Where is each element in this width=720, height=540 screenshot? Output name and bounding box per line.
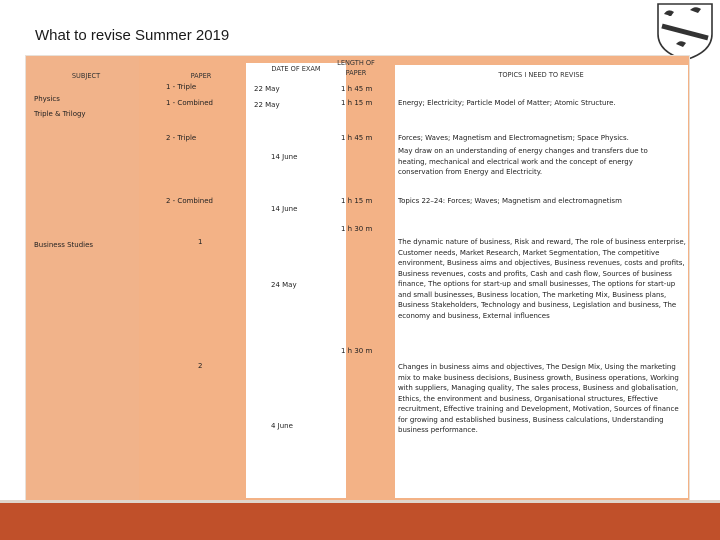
topics-row-6: Changes in business aims and objectives, The Design Mix, Using the marketing mix to make business decisions, Business growth, Business operations, Working with suppliers, Managing quality, The sales process, Business and globalisation, Ethics, the environment and business, Organisational structures, Effective recruitment, Effective training and Development, Motivation, Sources of finance for growing and established business, Business calculations, Understanding business performance. [398,363,679,434]
page-title: What to revise Summer 2019 [35,27,230,44]
date-row-1: 22 May [254,85,280,93]
topics-row-2: Energy; Electricity; Particle Model of Matter; Atomic Structure. [398,99,616,107]
date-row-5: 24 May [271,281,297,289]
topics-row-5: The dynamic nature of business, Risk and reward, The role of business enterprise, Customer needs, Market Research, Market Segmentation, The competitive environment, Business aims and objectives, Business revenues, costs and profits, Business revenues, costs and profits, Cash and cash flow, Sources of business finance, The options for start-up and small businesses, The options for start-up and small businesses, Business location, The marketing Mix, Business plans, Business Stakeholders, Technology and business, Legislation and business, The economy and business, External influences [398,238,686,320]
subject-column [26,56,139,504]
subject-business: Business Studies [34,241,94,249]
footer-bar [0,503,720,540]
date-row-2: 22 May [254,101,280,109]
date-row-4: 14 June [271,205,298,213]
subject-physics-sub: Triple & Trilogy [34,110,86,118]
subject-physics: Physics [34,95,60,103]
header-date: DATE OF EXAM [271,65,321,73]
revision-table [25,55,690,503]
header-topics: TOPICS I NEED TO REVISE [498,71,584,79]
date-row-6: 4 June [271,422,293,430]
paper-row-1: 1 - Triple [166,83,197,91]
length-row-5: 1 h 30 m [341,225,373,233]
length-row-6: 1 h 30 m [341,347,373,355]
school-crest-logo [650,0,720,62]
length-row-3: 1 h 45 m [341,134,373,142]
paper-row-4: 2 - Combined [166,197,213,205]
paper-row-3: 2 - Triple [166,134,197,142]
paper-row-6: 2 [198,362,203,370]
length-row-1: 1 h 45 m [341,85,373,93]
topics-row-4: Topics 22–24: Forces; Waves; Magnetism and electromagnetism [398,197,622,205]
header-paper: PAPER [190,72,212,80]
header-length: LENGTH OF PAPER [337,59,375,77]
topics-row-3-note: May draw on an understanding of energy changes and transfers due to heating, mechanical and electrical work and the concept of energy conservation from Energy and Electricity. [398,147,648,176]
length-row-2: 1 h 15 m [341,99,373,107]
header-subject: SUBJECT [71,72,101,80]
length-row-4: 1 h 15 m [341,197,373,205]
paper-row-2: 1 - Combined [166,99,213,107]
date-row-3: 14 June [271,153,298,161]
topics-row-3: Forces; Waves; Magnetism and Electromagnetism; Space Physics. [398,134,629,142]
paper-row-5: 1 [198,238,203,246]
